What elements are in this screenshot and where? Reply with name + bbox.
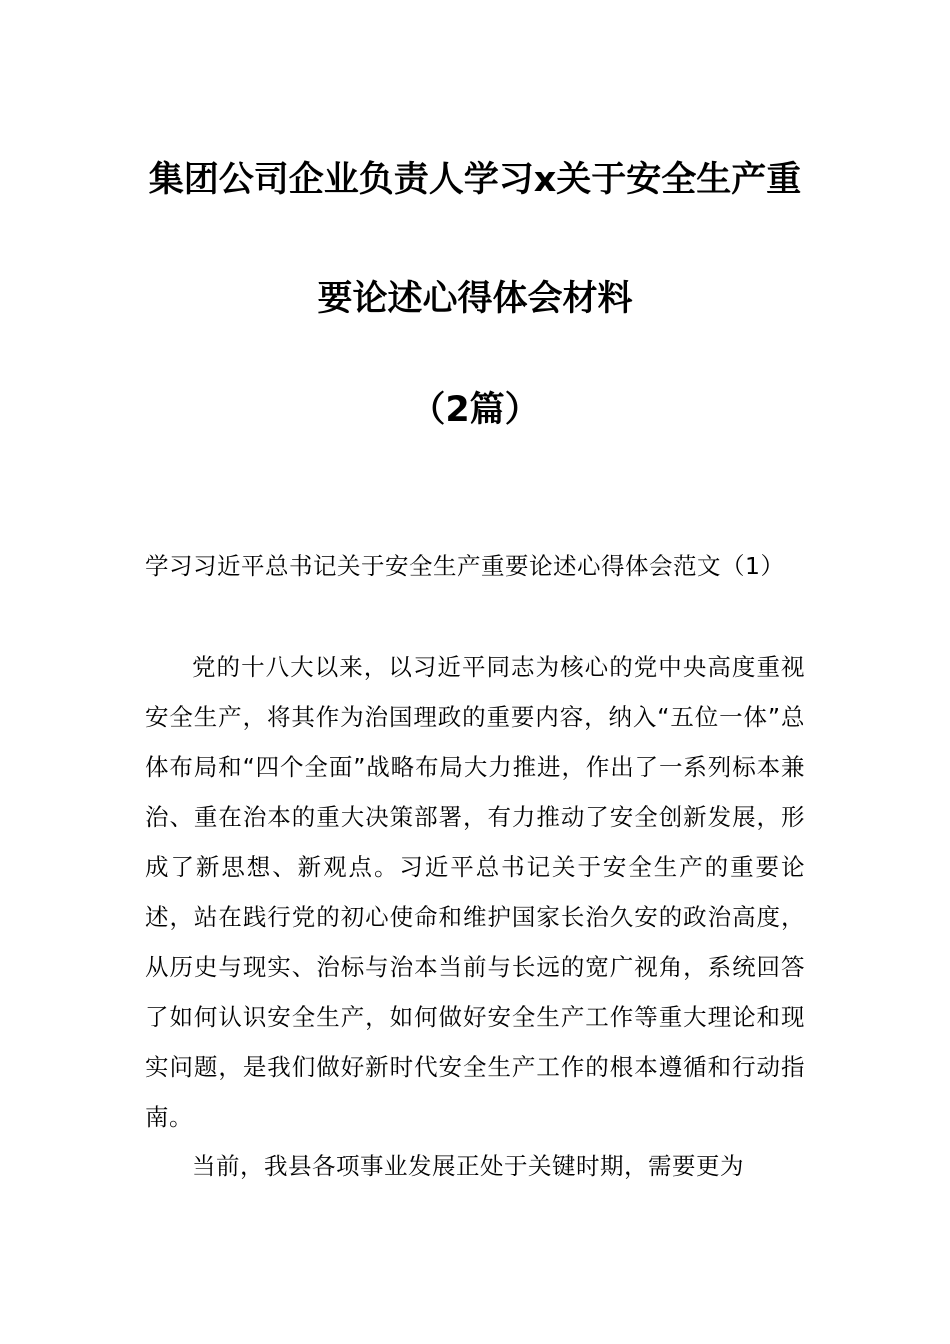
body-paragraph: 当前，我县各项事业发展正处于关键时期，需要更为 [192, 1152, 744, 1180]
document-title-line-2: 要论述心得体会材料 [317, 279, 633, 319]
article-heading: 学习习近平总书记关于安全生产重要论述心得体会范文（1） [145, 552, 785, 580]
document-subtitle: （2篇） [410, 390, 540, 430]
document-title-line-1: 集团公司企业负责人学习x关于安全生产重 [148, 160, 802, 200]
body-paragraph: 党的十八大以来，以习近平同志为核心的党中央高度重视安全生产，将其作为治国理政的重要内容，纳入“五位一体”总体布局和“四个全面”战略布局大力推进，作出了一系列标本兼治、重在治本的重大决策部署，有力推动了安全创新发展，形成了新思想、新观点。习近平总书记关于安全生产的重要论述，站在践行党的初心使命和维护国家长治久安的政治高度，从历史与现实、治标与治本当前与长远的宽广视角，系统回答了如何认识安全生产，如何做好安全生产工作等重大理论和现实问题，是我们做好新时代安全生产工作的根本遵循和行动指南。 [145, 653, 805, 1131]
